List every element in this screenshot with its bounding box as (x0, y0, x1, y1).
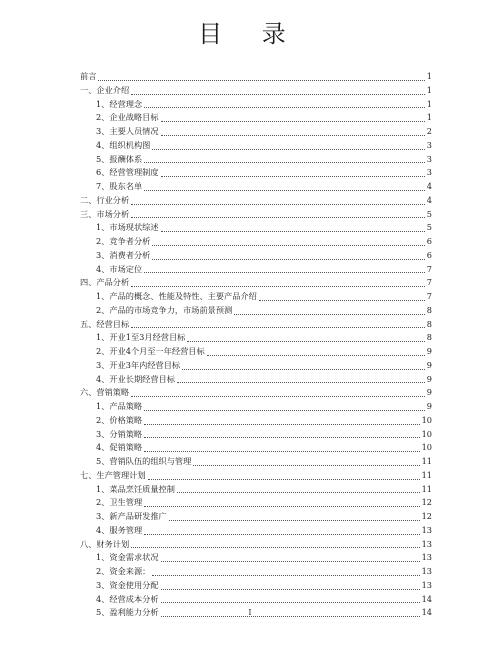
toc-entry-page: 2 (426, 126, 432, 136)
toc-entry-label: 4、促销策略 (96, 442, 143, 453)
toc-entry[interactable] (80, 180, 432, 194)
toc-entry[interactable] (80, 565, 432, 579)
toc-entry[interactable] (80, 414, 432, 428)
toc-leader-dots (144, 424, 419, 425)
toc-entry[interactable] (80, 249, 432, 263)
toc-entry-page: 1 (426, 98, 432, 109)
toc-entry-label: 五、经营目标 (80, 318, 130, 329)
toc-entry-label: 4、市场定位 (96, 263, 143, 274)
toc-leader-dots (152, 575, 419, 576)
toc-leader-dots (131, 396, 425, 397)
toc-entry-page: 13 (421, 538, 432, 549)
toc-entry-page: 13 (421, 524, 432, 535)
toc-entry[interactable] (80, 304, 432, 318)
toc-entry-page: 8 (426, 304, 432, 315)
toc-leader-dots (131, 547, 419, 548)
toc-entry-label: 一、企业介绍 (80, 84, 130, 95)
toc-leader-dots (131, 327, 425, 328)
toc-entry-page: 7 (426, 277, 432, 288)
toc-leader-dots (144, 162, 425, 163)
toc-entry-label: 2、开业4个月至一年经营目标 (96, 346, 205, 356)
toc-entry-page: 4 (426, 181, 432, 191)
toc-entry[interactable] (80, 111, 432, 125)
toc-entry-label: 4、开业长期经营目标 (96, 373, 175, 384)
toc-leader-dots (161, 231, 425, 232)
toc-entry[interactable] (80, 166, 432, 180)
toc-entry-page: 3 (426, 153, 432, 164)
toc-entry-page: 4 (426, 194, 432, 205)
toc-entry-page: 11 (421, 483, 432, 494)
toc-entry[interactable] (80, 579, 432, 593)
toc-entry-label: 4、经营成本分析 (96, 593, 159, 604)
toc-entry[interactable] (80, 400, 432, 414)
toc-leader-dots (152, 245, 424, 246)
toc-entry-label: 3、主要人员情况 (96, 126, 159, 136)
toc-leader-dots (98, 80, 424, 81)
toc-entry-label: 2、竞争者分析 (96, 236, 151, 246)
toc-entry-page: 10 (421, 414, 432, 425)
toc-entry-label: 3、消费者分析 (96, 249, 151, 260)
toc-leader-dots (161, 602, 420, 603)
toc-entry-label: 3、开业3年内经营目标 (96, 359, 181, 370)
toc-entry-page: 9 (426, 373, 432, 384)
toc-entry-label: 1、开业1至3月经营目标 (96, 332, 186, 343)
toc-entry-label: 3、新产品研发推广 (96, 511, 167, 521)
toc-entry-page: 7 (426, 291, 432, 301)
toc-entry-page: 8 (426, 332, 432, 343)
toc-leader-dots (144, 107, 425, 108)
toc-entry[interactable] (80, 441, 432, 455)
toc-entry-page: 12 (421, 511, 432, 521)
toc-leader-dots (131, 94, 425, 95)
toc-leader-dots (207, 355, 425, 356)
toc-entry-label: 六、营销策略 (80, 387, 130, 398)
toc-entry-label: 3、资金使用分配 (96, 579, 159, 590)
toc-entry[interactable] (80, 483, 432, 497)
toc-entry-label: 1、资金需求状况 (96, 552, 159, 563)
toc-entry-label: 2、企业战略目标 (96, 112, 159, 123)
toc-entry-page: 11 (421, 456, 432, 466)
toc-entry[interactable] (80, 194, 432, 208)
toc-leader-dots (187, 341, 424, 342)
toc-entry[interactable] (80, 386, 432, 400)
toc-leader-dots (144, 506, 419, 507)
toc-entry[interactable] (80, 455, 432, 469)
toc-entry[interactable] (80, 70, 432, 84)
toc-entry[interactable] (80, 290, 432, 304)
toc-leader-dots (144, 190, 425, 191)
table-of-contents (80, 70, 432, 620)
toc-leader-dots (161, 561, 420, 562)
toc-entry-page: 9 (426, 359, 432, 370)
toc-entry-label: 3、分销策略 (96, 428, 143, 439)
toc-leader-dots (182, 369, 425, 370)
toc-entry[interactable] (80, 221, 432, 235)
toc-entry[interactable] (80, 98, 432, 112)
toc-entry-page: 14 (421, 593, 432, 604)
toc-leader-dots (193, 465, 419, 466)
toc-entry-label: 2、资金来源： (96, 566, 151, 576)
toc-leader-dots (144, 437, 419, 438)
toc-leader-dots (131, 217, 425, 218)
toc-leader-dots (234, 314, 425, 315)
toc-entry-label: 5、营销队伍的组织与管理 (96, 456, 192, 466)
toc-entry-label: 二、行业分析 (80, 194, 130, 205)
toc-entry[interactable] (80, 153, 432, 167)
toc-leader-dots (259, 300, 425, 301)
toc-entry[interactable] (80, 469, 432, 483)
toc-entry-page: 5 (426, 222, 432, 233)
toc-entry-page: 8 (426, 318, 432, 329)
toc-leader-dots (152, 149, 424, 150)
toc-entry-label: 1、市场现状综述 (96, 222, 159, 233)
toc-entry[interactable] (80, 524, 432, 538)
toc-entry-label: 四、产品分析 (80, 277, 130, 288)
toc-entry[interactable] (80, 551, 432, 565)
toc-entry-label: 4、服务管理 (96, 524, 143, 535)
toc-entry-page: 1 (426, 71, 432, 81)
toc-entry-page: 1 (426, 112, 432, 123)
toc-entry-page: 13 (421, 566, 432, 576)
toc-entry-page: 6 (426, 249, 432, 260)
toc-leader-dots (144, 451, 419, 452)
toc-entry-label: 1、产品策略 (96, 401, 143, 411)
toc-entry[interactable] (80, 538, 432, 552)
toc-leader-dots (161, 176, 425, 177)
toc-entry-page: 11 (421, 469, 432, 480)
toc-entry-label: 2、卫生管理 (96, 497, 143, 508)
toc-entry[interactable] (80, 208, 432, 222)
toc-entry-label: 5、盈利能力分析 (96, 607, 159, 618)
toc-entry-label: 八、财务计划 (80, 538, 130, 549)
toc-entry[interactable] (80, 593, 432, 607)
toc-entry[interactable] (80, 139, 432, 153)
toc-leader-dots (144, 410, 425, 411)
toc-entry[interactable] (80, 510, 432, 524)
toc-entry[interactable] (80, 331, 432, 345)
toc-leader-dots (131, 286, 425, 287)
toc-entry[interactable] (80, 263, 432, 277)
toc-entry-page: 9 (426, 346, 432, 356)
toc-leader-dots (161, 135, 425, 136)
toc-entry-page: 10 (421, 428, 432, 439)
toc-leader-dots (177, 492, 420, 493)
toc-entry-page: 13 (421, 552, 432, 563)
toc-leader-dots (161, 589, 420, 590)
toc-entry[interactable] (80, 496, 432, 510)
toc-entry-label: 七、生产管理计划 (80, 469, 146, 480)
toc-entry-label: 1、经营理念 (96, 98, 143, 109)
toc-entry-page: 14 (421, 607, 432, 618)
toc-leader-dots (131, 204, 425, 205)
toc-entry[interactable] (80, 428, 432, 442)
toc-entry[interactable] (80, 276, 432, 290)
toc-entry[interactable] (80, 84, 432, 98)
toc-entry[interactable] (80, 359, 432, 373)
toc-entry-page: 3 (426, 139, 432, 150)
toc-entry-label: 1、菜品烹饪质量控制 (96, 483, 175, 494)
toc-entry-page: 3 (426, 167, 432, 178)
toc-entry[interactable] (80, 373, 432, 387)
toc-entry-label: 7、股东名单 (96, 181, 143, 191)
toc-entry-page: 13 (421, 579, 432, 590)
toc-entry-page: 9 (426, 387, 432, 398)
toc-leader-dots (148, 479, 420, 480)
toc-leader-dots (169, 520, 420, 521)
toc-entry-page: 9 (426, 401, 432, 411)
toc-entry-label: 前言 (80, 71, 97, 81)
toc-entry-label: 6、经营管理制度 (96, 167, 159, 178)
toc-entry-page: 7 (426, 263, 432, 274)
toc-entry-page: 6 (426, 236, 432, 246)
toc-leader-dots (177, 382, 425, 383)
toc-entry[interactable] (80, 345, 432, 359)
toc-entry-label: 2、产品的市场竞争力，市场前景预测 (96, 304, 233, 315)
toc-leader-dots (144, 272, 425, 273)
toc-entry[interactable] (80, 125, 432, 139)
toc-leader-dots (152, 259, 424, 260)
toc-entry[interactable] (80, 235, 432, 249)
toc-entry-page: 5 (426, 208, 432, 219)
toc-entry-page: 1 (426, 84, 432, 95)
toc-entry-label: 4、组织机构图 (96, 139, 151, 150)
toc-leader-dots (161, 121, 425, 122)
toc-leader-dots (144, 534, 419, 535)
page-title: 目 录 (198, 20, 302, 48)
toc-entry-label: 1、产品的概念、性能及特性、主要产品介绍 (96, 291, 257, 301)
toc-entry[interactable] (80, 318, 432, 332)
toc-entry-page: 12 (421, 497, 432, 508)
toc-entry-label: 2、价格策略 (96, 414, 143, 425)
toc-entry-label: 5、报酬体系 (96, 153, 143, 164)
toc-entry-page: 10 (421, 442, 432, 453)
page-number: I (248, 608, 252, 617)
toc-entry-label: 三、市场分析 (80, 208, 130, 219)
